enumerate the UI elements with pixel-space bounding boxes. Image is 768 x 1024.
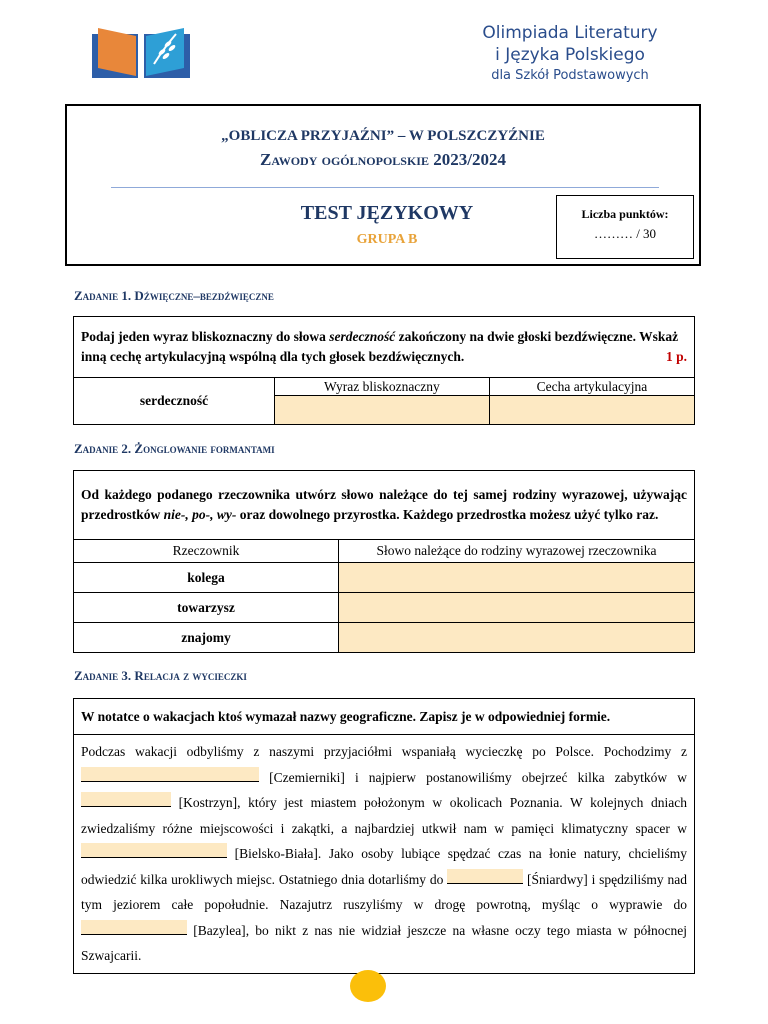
task1-instruction (74, 317, 695, 378)
book-logo-icon (92, 24, 190, 82)
contest-title: „OBLICZA PRZYJAŹNI” – W POLSZCZYŹNIE (221, 128, 545, 144)
task2-instruction (74, 471, 695, 540)
task2-instr-b: oraz dowolnego przyrostka. Każdego przedrostka możesz użyć tylko raz. (236, 507, 659, 522)
task2-col1-header: Rzeczownik (74, 540, 339, 563)
story-segment-2: i najpierw postanowiliśmy obejrzeć kilka zabytków w (354, 769, 687, 785)
contest-stage (67, 150, 699, 170)
blank-kostrzyn[interactable] (81, 792, 171, 807)
task1-row-label: serdeczność (74, 378, 275, 425)
task1-answer-feature[interactable] (489, 396, 694, 425)
story-segment-5: i spędziliśmy nad tym jeziorem całe popołudnie. Nazajutrz ruszyliśmy w drogę powrotną, myśląc o wyprawie do (81, 871, 687, 912)
story-segment-1: Podczas wakacji odbyliśmy z naszymi przyjaciółmi wspaniałą wycieczkę po Polsce. Pochodzimy z (81, 744, 687, 759)
blank-bazylea[interactable] (81, 920, 187, 935)
task2-answer-1[interactable] (339, 563, 695, 593)
score-value: ……… / 30 (593, 226, 657, 241)
story-segment-3: , który jest miastem położonym w okolicach Poznania. W kolejnych dniach zwiedzaliśmy różne miejscowości i zakątki, a najbardziej utkwił nam w pamięci klimatyczny spacer w (81, 795, 687, 836)
hint-4: [Śniardwy] (527, 871, 588, 887)
task2-table (73, 470, 695, 653)
score-label: Liczba punktów: (581, 207, 669, 221)
task1-instr-a: Podaj jeden wyraz bliskoznaczny do słowa (81, 329, 330, 344)
hint-3: [Bielsko-Biała] (234, 846, 318, 861)
story-segment-4: . Jako osoby lubiące spędzać czas na łonie natury, chcieliśmy odwiedzić kilka urokliwych miejsc. Ostatniego dnia dotarliśmy do (81, 846, 687, 887)
task1-points: 1 p. (665, 349, 687, 364)
page-marker-dot (350, 970, 386, 1002)
task3-table (73, 698, 695, 974)
blank-czemierniki[interactable] (81, 767, 259, 782)
title-divider (111, 187, 659, 188)
hint-5: [Bazylea] (193, 922, 246, 938)
contest-stage-text: Zawody ogólnopolskie 2023/2024 (260, 150, 506, 169)
task2-heading: Zadanie 2. Żonglowanie formantami (74, 441, 275, 456)
task3-instruction: W notatce o wakacjach ktoś wymazał nazwy geograficzne. Zapisz je w odpowiedniej formie. (74, 699, 695, 735)
task1-table (73, 316, 695, 425)
hint-2: [Kostrzyn] (178, 795, 238, 810)
task1-instr-b: zakończony na dwie głoski bezdźwięczne. Wskaż inną cechę artykulacyjną wspólną dla tych głosek bezdźwięcznych. (81, 329, 679, 364)
task3-heading: Zadanie 3. Relacja z wycieczki (74, 668, 247, 683)
task2-answer-2[interactable] (339, 593, 695, 623)
title-box (65, 104, 701, 266)
task3-story (74, 735, 695, 974)
task1-col1-header: Wyraz bliskoznaczny (275, 378, 490, 396)
task2-noun-1: kolega (74, 563, 339, 593)
org-line-3: dla Szkół Podstawowych (491, 68, 649, 83)
organizer-name (440, 22, 700, 86)
task2-instr-a: Od każdego podanego rzeczownika utwórz słowo należące do tej samej rodziny wyrazowej, używając przedrostków (81, 487, 687, 522)
blank-bielsko-biala[interactable] (81, 843, 227, 858)
task2-noun-3: znajomy (74, 623, 339, 653)
task2-prefixes: nie-, po-, wy- (163, 507, 237, 522)
hint-1: [Czemierniki] (269, 769, 345, 785)
task1-answer-synonym[interactable] (275, 396, 490, 425)
group-label: GRUPA B (356, 232, 418, 247)
story-segment-6: , bo nikt z nas nie widział jeszcze na własne oczy tego miasta w północnej Szwajcarii. (81, 922, 687, 963)
task2-col2-header: Słowo należące do rodziny wyrazowej rzeczownika (339, 540, 695, 563)
test-title: TEST JĘZYKOWY (300, 202, 474, 224)
org-line-2: i Języka Polskiego (495, 45, 645, 65)
task2-noun-2: towarzysz (74, 593, 339, 623)
task1-heading: Zadanie 1. Dźwięczne–bezdźwięczne (74, 288, 274, 303)
task1-col2-header: Cecha artykulacyjna (489, 378, 694, 396)
blank-sniardwy[interactable] (447, 869, 523, 884)
score-box (556, 195, 694, 259)
task2-answer-3[interactable] (339, 623, 695, 653)
task1-instr-word: serdeczność (329, 329, 396, 344)
org-line-1: Olimpiada Literatury (482, 23, 658, 43)
